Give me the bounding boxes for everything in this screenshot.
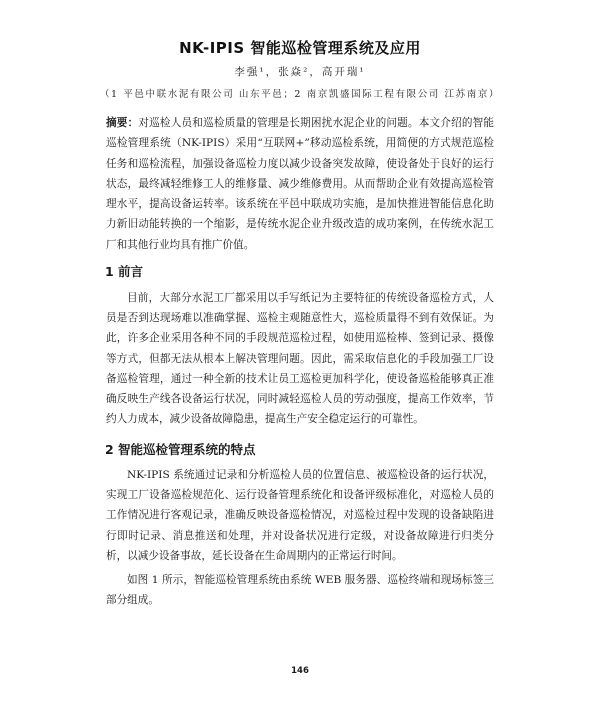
section-heading-introduction: 1 前言 (105, 264, 144, 279)
paragraph: 目前，大部分水泥工厂都采用以手写纸记为主要特征的传统设备巡检方式，人员是否到达现场难以准确掌握、巡检主观随意性大，巡检质量得不到有效保证。为此，许多企业采用各种不同的手段规范巡检过程，如使用巡检棒、签到记录、摄像等方式，但都无法从根本上解决管理问题。因此，需采取信息化的手段加强工厂设备巡检管理，通过一种全新的技术让员工巡检更加科学化，使设备巡检能够真正准确反映生产线各设备运行状况，同时减轻巡检人员的劳动强度，提高工作效率，节约人力成本，减少设备故障隐患，提高生产安全稳定运行的可靠性。 (106, 292, 494, 426)
author-list: 李强¹，张焱²，高开瑞¹ (234, 66, 366, 78)
paper-title: NK-IPIS 智能巡检管理系统及应用 (179, 39, 421, 57)
paragraph: NK-IPIS 系统通过记录和分析巡检人员的位置信息、被巡检设备的运行状况，实现工厂设备巡检规范化、运行设备管理系统化和设备评级标准化，对巡检人员的工作情况进行客观记录，准确反映设备巡检情况，对巡检过程中发现的设备缺陷进行即时记录、消息推送和处理，并对设备状况进行定级，对设备故障进行归类分析，以减少设备事故，延长设备在生命周期内的正常运行时间。 (106, 469, 494, 562)
abstract-label: 摘要： (106, 117, 139, 129)
paragraph: 如图 1 所示，智能巡检管理系统由系统 WEB 服务器、巡检终端和现场标签三部分组成。 (106, 574, 494, 607)
page-number: 146 (291, 666, 309, 676)
abstract (106, 113, 494, 255)
section-heading-features: 2 智能巡检管理系统的特点 (105, 442, 256, 457)
affiliations: （1 平邑中联水泥有限公司 山东平邑；2 南京凯盛国际工程有限公司 江苏南京） (99, 89, 501, 100)
abstract-text: 对巡检人员和巡检质量的管理是长期困扰水泥企业的问题。本文介绍的智能巡检管理系统（NK-IPIS）采用“互联网+”移动巡检系统，用简便的方式规范巡检任务和巡检流程，加强设备巡检力度以减少设备突发故障，使设备处于良好的运行状态，最终减轻维修工人的维修量、减少维修费用。从而帮助企业有效提高巡检管理水平，提高设备运转率。该系统在平邑中联成功实施，是加快推进智能信息化助力新旧动能转换的一个缩影，是传统水泥企业升级改造的成功案例，在传统水泥工厂和其他行业均具有推广价值。 (106, 117, 495, 251)
